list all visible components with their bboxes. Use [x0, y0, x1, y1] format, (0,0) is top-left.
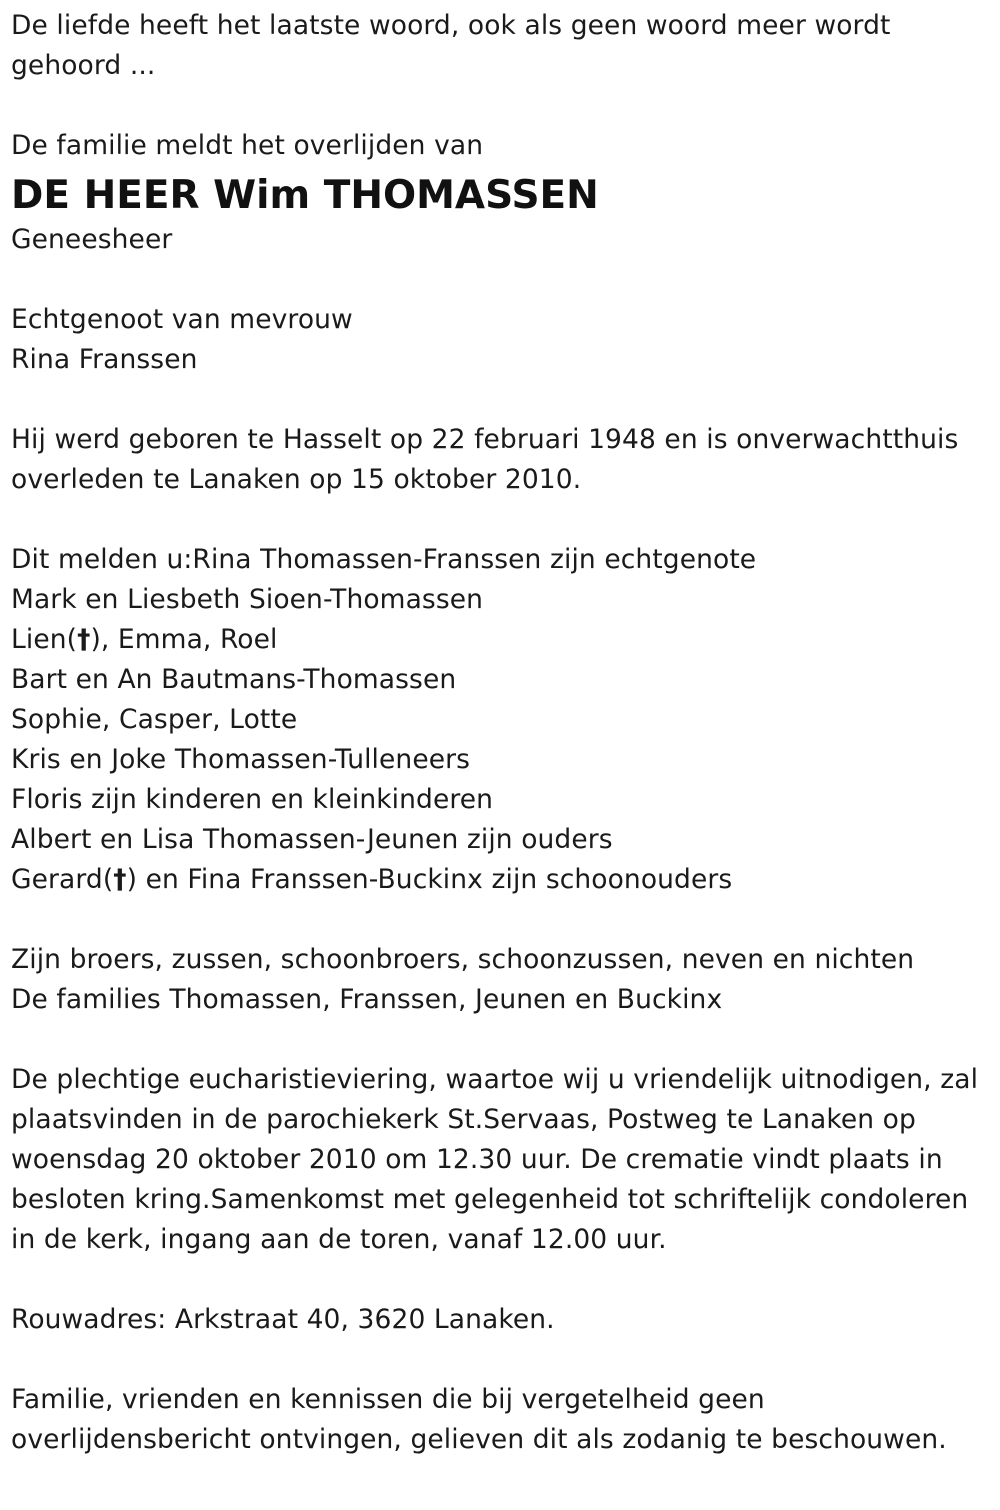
family-line: Floris zijn kinderen en kleinkinderen [11, 784, 494, 815]
cross-icon: † [77, 624, 91, 655]
motto [11, 6, 991, 86]
ceremony-line: in de kerk, ingang aan de toren, vanaf 12.00 uur. [11, 1224, 667, 1255]
spacer [11, 900, 991, 940]
family-line: Kris en Joke Thomassen-Tulleneers [11, 744, 471, 775]
family-text: ) en Fina Franssen-Buckinx zijn schoonouders [126, 864, 733, 895]
spacer [11, 1340, 991, 1380]
ceremony-line: De plechtige eucharistieviering, waartoe wij u vriendelijk uitnodigen, zal [11, 1064, 979, 1095]
closing-block [11, 1380, 991, 1460]
address: Rouwadres: Arkstraat 40, 3620 Lanaken. [11, 1304, 555, 1335]
family-text: Lien( [11, 624, 78, 655]
family-line: Bart en An Bautmans-Thomassen [11, 664, 457, 695]
ceremony-line: woensdag 20 oktober 2010 om 12.30 uur. De crematie vindt plaats in [11, 1144, 943, 1175]
spouse-name: Rina Franssen [11, 344, 198, 375]
ceremony-line: plaatsvinden in de parochiekerk St.Servaas, Postweg te Lanaken op [11, 1104, 916, 1135]
spacer [11, 1260, 991, 1300]
spouse-block [11, 300, 991, 380]
spacer [11, 260, 991, 300]
deceased-profession: Geneesheer [11, 224, 173, 255]
ceremony-block [11, 1060, 991, 1260]
spacer [11, 500, 991, 540]
spouse-line: Echtgenoot van mevrouw [11, 304, 353, 335]
birth-death-line: overleden te Lanaken op 15 oktober 2010. [11, 464, 582, 495]
spacer [11, 380, 991, 420]
spacer [11, 86, 991, 126]
family-line [11, 620, 991, 660]
closing-line: overlijdensbericht ontvingen, gelieven dit als zodanig te beschouwen. [11, 1424, 947, 1455]
relatives-line: Zijn broers, zussen, schoonbroers, schoonzussen, neven en nichten [11, 944, 915, 975]
announcement: De familie meldt het overlijden van [11, 130, 484, 161]
closing-line: Familie, vrienden en kennissen die bij vergetelheid geen [11, 1384, 765, 1415]
family-line: Dit melden u:Rina Thomassen-Franssen zijn echtgenote [11, 544, 757, 575]
family-line: Albert en Lisa Thomassen-Jeunen zijn ouders [11, 824, 613, 855]
family-line: Sophie, Casper, Lotte [11, 704, 298, 735]
deceased-name: DE HEER Wim THOMASSEN [11, 173, 599, 218]
relatives-block [11, 940, 991, 1020]
ceremony-line: besloten kring.Samenkomst met gelegenheid tot schriftelijk condoleren [11, 1184, 969, 1215]
relatives-line: De families Thomassen, Franssen, Jeunen en Buckinx [11, 984, 723, 1015]
family-line [11, 860, 991, 900]
spacer [11, 1020, 991, 1060]
family-text: Gerard( [11, 864, 114, 895]
family-list [11, 540, 991, 900]
motto-line: De liefde heeft het laatste woord, ook als geen woord meer wordt [11, 10, 891, 41]
motto-line: gehoord ... [11, 50, 156, 81]
obituary-notice [11, 6, 991, 1460]
family-line: Mark en Liesbeth Sioen-Thomassen [11, 584, 484, 615]
family-text: ), Emma, Roel [90, 624, 278, 655]
birth-death-line: Hij werd geboren te Hasselt op 22 februari 1948 en is onverwachtthuis [11, 424, 959, 455]
cross-icon: † [113, 864, 127, 895]
birth-death-block [11, 420, 991, 500]
